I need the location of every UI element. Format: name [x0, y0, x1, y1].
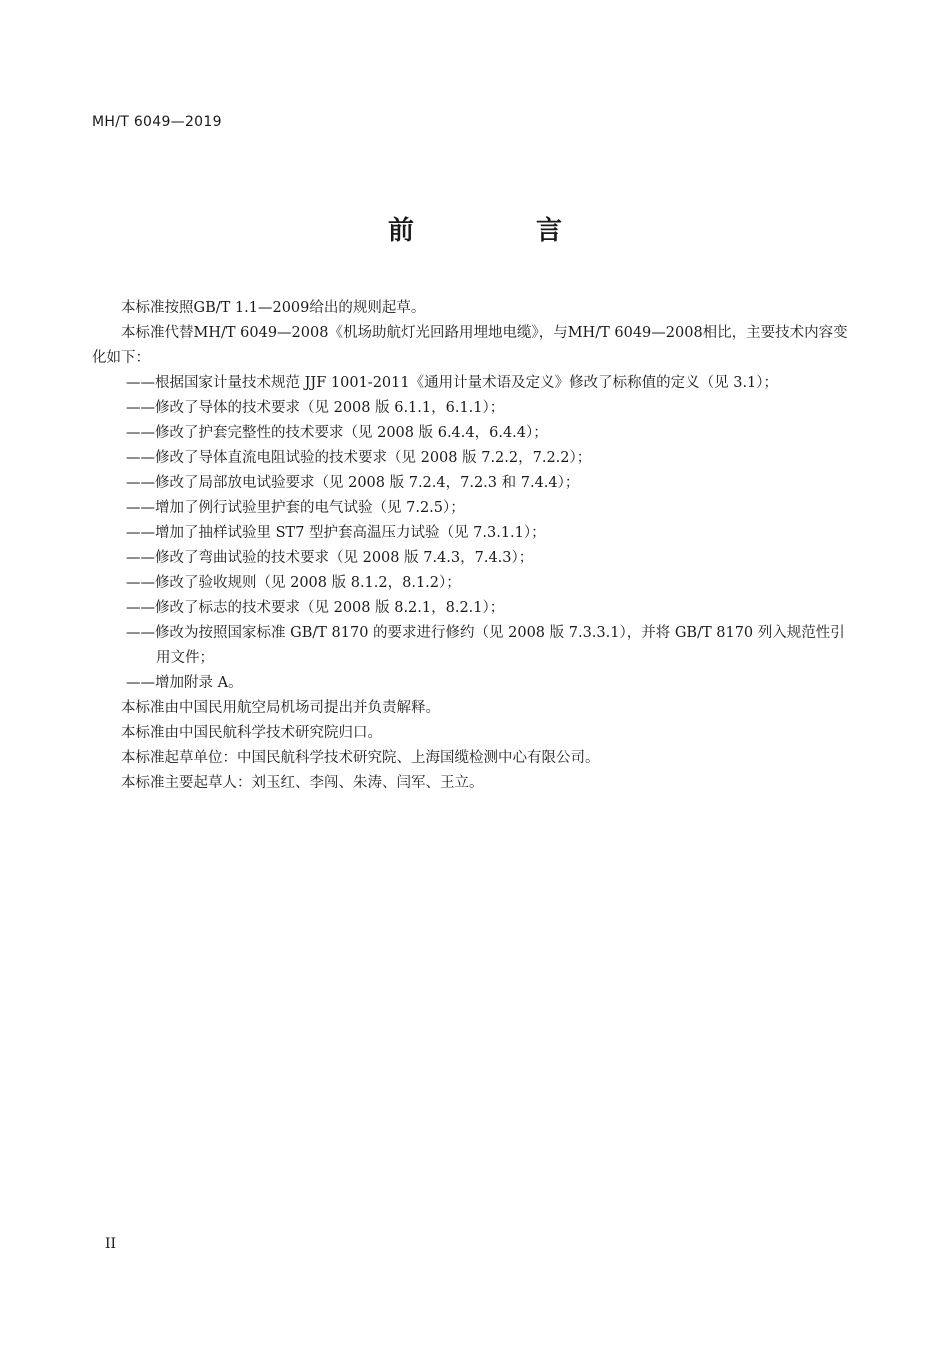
change-item: ——修改了护套完整性的技术要求（见 2008 版 6.4.4，6.4.4）；: [126, 425, 548, 441]
closing-paragraph: 本标准起草单位：中国民航科学技术研究院、上海国缆检测中心有限公司。: [121, 750, 600, 766]
change-item: ——修改了标志的技术要求（见 2008 版 8.2.1，8.2.1）；: [126, 600, 505, 616]
page-title: 前 言: [387, 216, 610, 246]
change-item: ——增加附录 A。: [126, 675, 243, 691]
closing-paragraph: 本标准由中国民用航空局机场司提出并负责解释。: [121, 700, 440, 716]
closing-paragraph: 本标准由中国民航科学技术研究院归口。: [121, 725, 382, 741]
change-item: ——增加了抽样试验里 ST7 型护套高温压力试验（见 7.3.1.1）；: [126, 525, 546, 541]
document-code: MH/T 6049—2019: [92, 114, 222, 130]
foreword-body: [92, 296, 852, 796]
change-item: ——修改了导体的技术要求（见 2008 版 6.1.1，6.1.1）；: [126, 400, 505, 416]
change-item: ——修改了验收规则（见 2008 版 8.1.2，8.1.2）；: [126, 575, 461, 591]
closing-paragraph: 本标准主要起草人：刘玉红、李闯、朱涛、闫军、王立。: [121, 775, 484, 791]
intro-paragraph: 本标准代替MH/T 6049—2008《机场助航灯光回路用埋地电缆》，与MH/T 6049—2008相比，主要技术内容变化如下：: [92, 325, 848, 366]
intro-paragraph: 本标准按照GB/T 1.1—2009给出的规则起草。: [121, 300, 426, 316]
change-item: ——修改了局部放电试验要求（见 2008 版 7.2.4，7.2.3 和 7.4.4）；: [126, 475, 580, 491]
page-number: II: [105, 1236, 117, 1252]
change-item: ——修改了弯曲试验的技术要求（见 2008 版 7.4.3，7.4.3）；: [126, 550, 534, 566]
change-item: ——修改了导体直流电阻试验的技术要求（见 2008 版 7.2.2，7.2.2）；: [126, 450, 592, 466]
change-item: ——根据国家计量技术规范 JJF 1001-2011《通用计量术语及定义》修改了标称值的定义（见 3.1）；: [126, 375, 779, 391]
change-item: ——修改为按照国家标准 GB/T 8170 的要求进行修约（见 2008 版 7.3.3.1），并将 GB/T 8170 列入规范性引用文件；: [126, 625, 845, 666]
change-item: ——增加了例行试验里护套的电气试验（见 7.2.5）；: [126, 500, 465, 516]
